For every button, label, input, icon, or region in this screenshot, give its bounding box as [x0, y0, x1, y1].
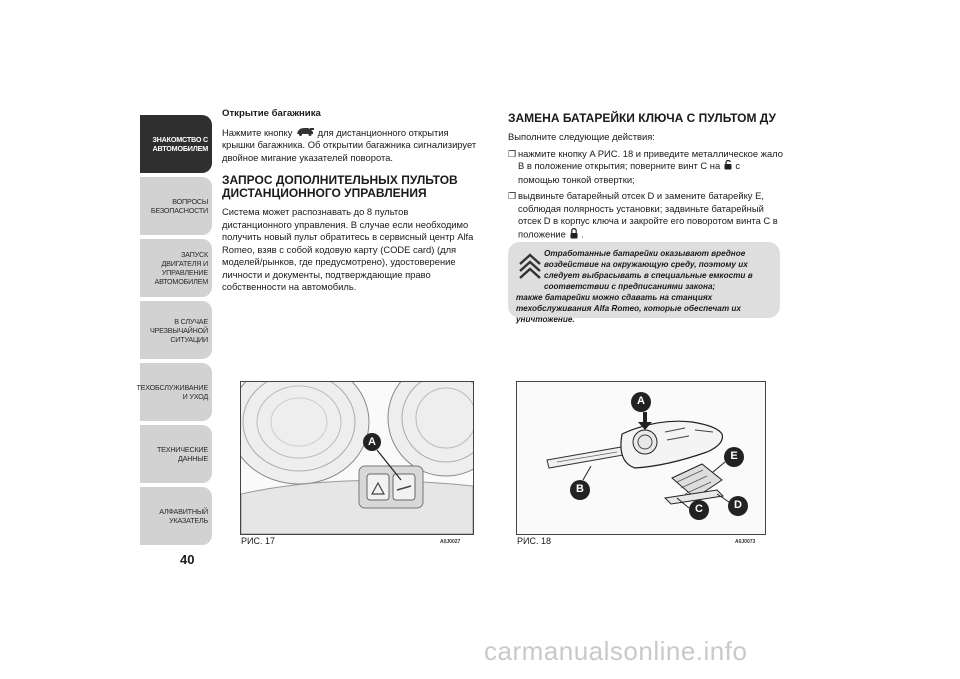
unlock-icon: [723, 160, 733, 174]
bullet-mark: ❒: [508, 191, 517, 201]
tab-starting-driving[interactable]: ЗАПУСК ДВИГАТЕЛЯ И УПРАВЛЕНИЕ АВТОМОБИЛЕМ: [140, 239, 212, 297]
remotes-paragraph: Система может распознавать до 8 пультов дистанционного управления. В случае если необходимо получить новый пульт обратитесь в сервисный центр Alfa Romeo, взяв с собой кодовую карту (CODE card) (для моделей/рынков, где предусмотрено), удостоверение личности и документы, подтверждающие право собственности на автомобиль.: [222, 206, 474, 293]
figure-18-key-battery: [516, 381, 766, 535]
trunk-subtitle: Открытие багажника: [222, 108, 321, 119]
trunk-paragraph: Нажмите кнопку для дистанционного открытия крышки багажника. Об открытии багажника сигнализирует двойное мигание указателей поворота.: [222, 126, 477, 163]
callout-e-label: E: [730, 450, 738, 462]
lock-icon: [569, 228, 579, 243]
page-number: 40: [180, 552, 195, 567]
callout-a-label: A: [637, 395, 645, 407]
tab-maintenance[interactable]: ТЕХОБСЛУЖИВАНИЕ И УХОД: [140, 363, 212, 421]
callout-c-label: C: [695, 503, 703, 515]
tab-emergency[interactable]: В СЛУЧАЕ ЧРЕЗВЫЧАЙНОЙ СИТУАЦИИ: [140, 301, 212, 359]
tab-safety[interactable]: ВОПРОСЫ БЕЗОПАСНОСТИ: [140, 177, 212, 235]
tab-index[interactable]: АЛФАВИТНЫЙ УКАЗАТЕЛЬ: [140, 487, 212, 545]
figure-18-code: A0J0073: [735, 539, 756, 545]
figure-18-caption: РИС. 18: [517, 536, 551, 546]
remotes-section-title: ЗАПРОС ДОПОЛНИТЕЛЬНЫХ ПУЛЬТОВ ДИСТАНЦИОННОГО УПРАВЛЕНИЯ: [222, 173, 458, 201]
tab-technical-data[interactable]: ТЕХНИЧЕСКИЕ ДАННЫЕ: [140, 425, 212, 483]
warning-text: Отработанные батарейки оказывают вредное воздействие на окружающую среду, поэтому их следует выбрасывать в специальные емкости в соответствии с предписаниями закона; также батарейки можно сдавать на станциях техобслуживания Alfa Romeo, которые обеспечат их уничтожение.: [516, 249, 753, 324]
callout-d-label: D: [734, 499, 742, 511]
battery-section-title: ЗАМЕНА БАТАРЕЙКИ КЛЮЧА С ПУЛЬТОМ ДУ: [508, 111, 776, 125]
dashboard-illustration: [241, 382, 473, 534]
left-column: [222, 108, 480, 298]
figure-17-dashboard-button: [240, 381, 474, 535]
battery-intro: Выполните следующие действия:: [508, 131, 655, 142]
callout-a-label: A: [368, 436, 376, 448]
car-trunk-icon: [295, 127, 315, 140]
figure-17-code: A0J0027: [440, 539, 461, 545]
battery-step-1: ❒ нажмите кнопку A РИС. 18 и приведите металлическое жало B в положение открытия; поверните винт C на с помощью тонкой отвертки;: [508, 147, 783, 185]
tab-vehicle-overview[interactable]: ЗНАКОМСТВО С АВТОМОБИЛЕМ: [140, 115, 212, 173]
site-watermark: carmanualsonline.info: [484, 636, 748, 666]
right-column: [508, 112, 784, 246]
callout-b-label: B: [576, 483, 584, 495]
figure-17-caption: РИС. 17: [241, 536, 275, 546]
bullet-mark: ❒: [508, 148, 517, 159]
environment-warning-box: [508, 242, 780, 324]
battery-step-2: ❒ выдвиньте батарейный отсек D и замените батарейку E, соблюдая полярность установки; задвиньте батарейный отсек D в корпус ключа и закройте его поворотом винта C в положение .: [508, 190, 784, 242]
